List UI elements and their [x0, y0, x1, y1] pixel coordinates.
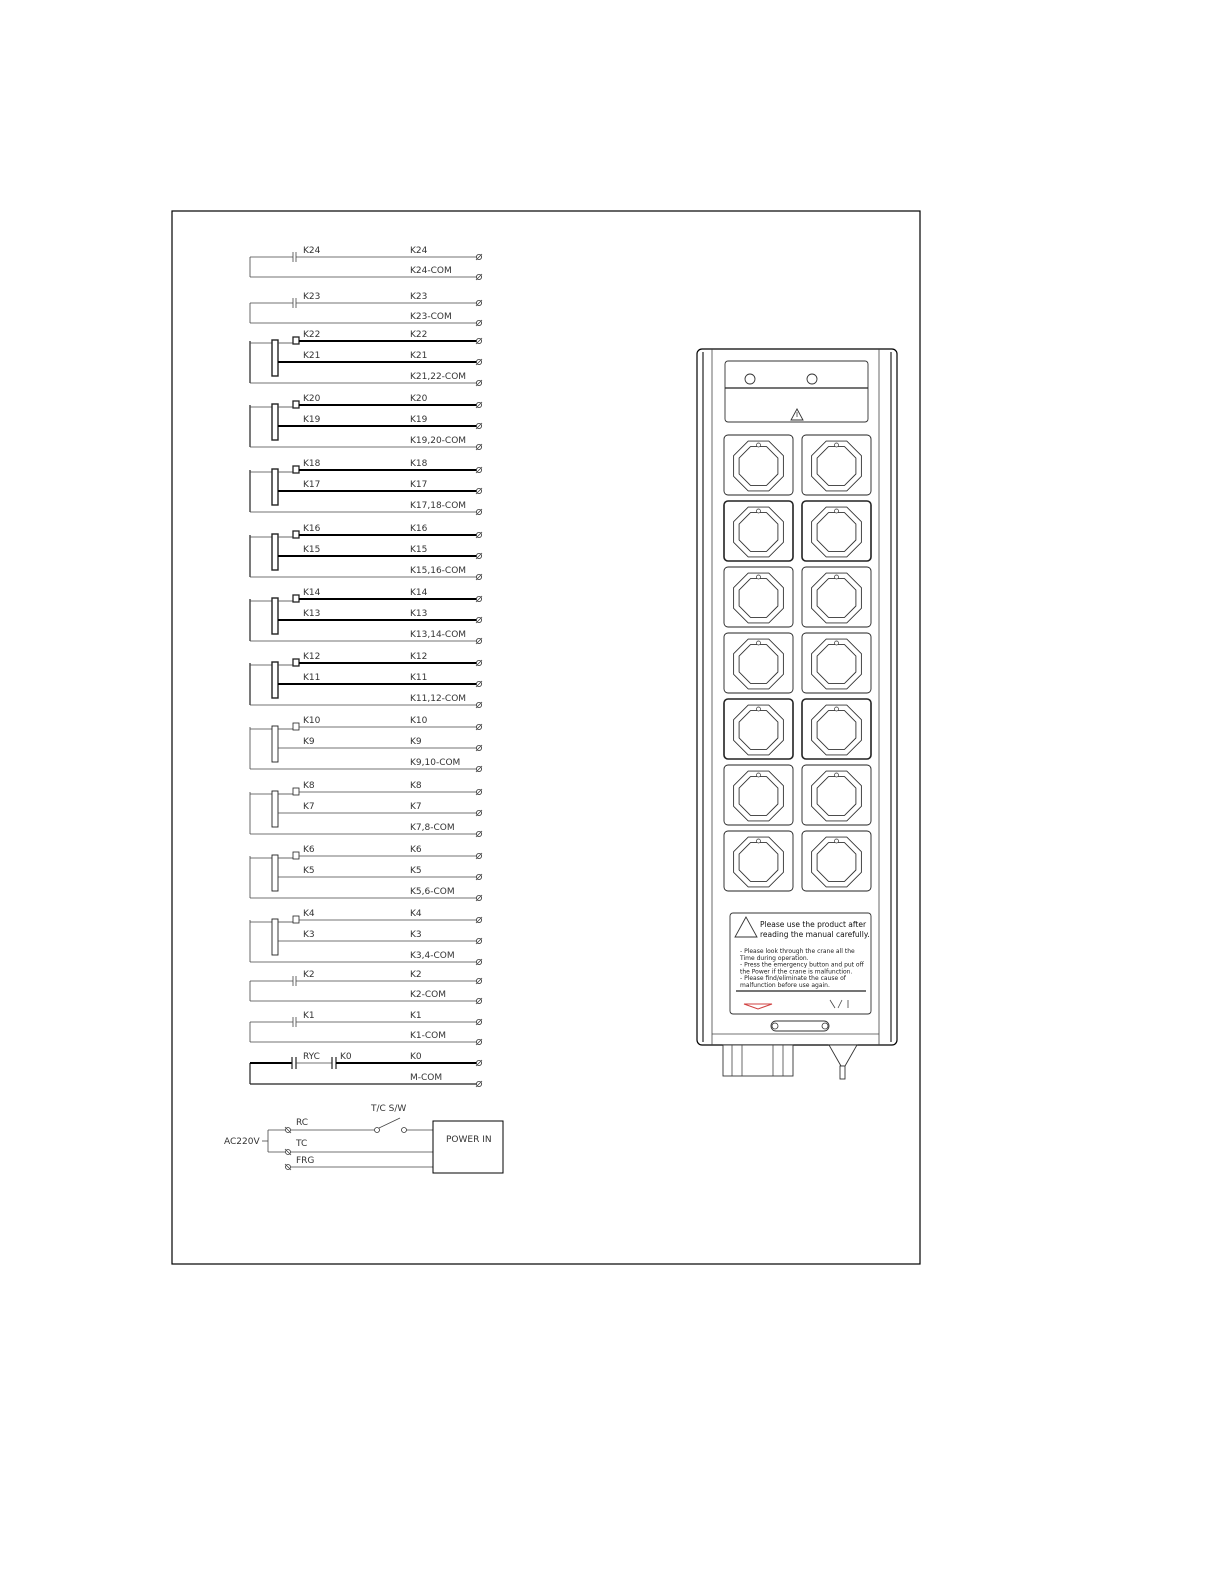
strap-slot — [771, 1021, 829, 1031]
terminal — [476, 998, 482, 1004]
power-switch — [379, 1118, 400, 1128]
circuit-k1 — [250, 1011, 482, 1045]
warning-title-1: Please use the product after — [760, 920, 867, 929]
pendant-button[interactable] — [724, 567, 793, 627]
signal-label: K11 — [410, 673, 428, 683]
circuit-k14 — [250, 588, 482, 644]
contact-label: K3 — [303, 930, 315, 940]
warning-line: malfunction before use again. — [740, 982, 830, 989]
signal-label: K15 — [410, 545, 428, 555]
terminal — [476, 320, 482, 326]
terminal — [476, 617, 482, 623]
contact-label: K18 — [303, 459, 321, 469]
terminal — [476, 274, 482, 280]
circuit-k16 — [250, 524, 482, 580]
common-label: K19,20-COM — [410, 436, 467, 446]
line-frg-label: FRG — [296, 1156, 315, 1166]
pendant-button[interactable] — [724, 831, 793, 891]
terminal — [476, 444, 482, 450]
signal-label: K12 — [410, 652, 428, 662]
terminal — [476, 402, 482, 408]
cable-gland — [723, 1045, 793, 1076]
contact-label: K1 — [303, 1011, 315, 1021]
contact-label: K9 — [303, 737, 315, 747]
pendant-button[interactable] — [802, 435, 871, 495]
indicator-led-left — [745, 374, 755, 384]
circuit-ryc — [250, 1052, 482, 1087]
circuit-k23 — [250, 292, 482, 326]
common-label: K13,14-COM — [410, 630, 467, 640]
signal-label: K19 — [410, 415, 428, 425]
signal-label: K23 — [410, 292, 428, 302]
pendant-button[interactable] — [802, 501, 871, 561]
contact-label: K21 — [303, 351, 321, 361]
terminal — [476, 1019, 482, 1025]
remote-pendant — [697, 349, 897, 1079]
pendant-button[interactable] — [724, 501, 793, 561]
terminal — [476, 423, 482, 429]
line-rc-label: RC — [296, 1118, 309, 1128]
terminal — [476, 938, 482, 944]
terminal — [476, 745, 482, 751]
terminal — [476, 1081, 482, 1087]
line-tc-label: TC — [296, 1139, 308, 1149]
terminal — [476, 853, 482, 859]
common-label: K24-COM — [410, 266, 452, 276]
warning-line: the Power if the crane is malfunction. — [740, 968, 853, 976]
contact-label: K12 — [303, 652, 321, 662]
power-in-label: POWER IN — [446, 1135, 492, 1145]
terminal — [476, 359, 482, 365]
circuit-k10 — [250, 716, 482, 772]
pendant-button[interactable] — [724, 435, 793, 495]
contact-label: K19 — [303, 415, 321, 425]
pendant-button[interactable] — [802, 699, 871, 759]
signal-label: K6 — [410, 845, 422, 855]
warning-line: - Please look through the crane all the — [740, 948, 855, 955]
antenna-icon — [829, 1045, 857, 1079]
contact-label: RYC — [303, 1052, 320, 1062]
common-label: K23-COM — [410, 312, 452, 322]
contact-label: K10 — [303, 716, 321, 726]
terminal — [476, 467, 482, 473]
terminal — [476, 874, 482, 880]
signal-label: K3 — [410, 930, 422, 940]
signal-label: K16 — [410, 524, 428, 534]
contact-label: K0 — [340, 1052, 352, 1062]
terminal — [476, 488, 482, 494]
circuit-group — [250, 246, 482, 1087]
terminal — [476, 831, 482, 837]
power-input-section — [224, 1104, 503, 1173]
terminal — [476, 1060, 482, 1066]
warning-line: Time during operation. — [740, 954, 809, 962]
contact-label: K6 — [303, 845, 315, 855]
signal-label: K5 — [410, 866, 422, 876]
circuit-k6 — [250, 845, 482, 901]
signal-label: K1 — [410, 1011, 422, 1021]
power-in-box — [433, 1121, 503, 1173]
supply-label: AC220V — [224, 1137, 260, 1147]
circuit-k12 — [250, 652, 482, 708]
terminal — [476, 724, 482, 730]
terminal — [476, 338, 482, 344]
contact-label: K11 — [303, 673, 321, 683]
contact-label: K2 — [303, 970, 315, 980]
contact-label: K17 — [303, 480, 321, 490]
signal-label: K0 — [410, 1052, 422, 1062]
terminal — [476, 660, 482, 666]
pendant-button[interactable] — [724, 765, 793, 825]
contact-label: K8 — [303, 781, 315, 791]
terminal — [476, 895, 482, 901]
terminal — [476, 702, 482, 708]
pendant-button[interactable] — [802, 633, 871, 693]
contact-label: K16 — [303, 524, 321, 534]
terminal — [476, 810, 482, 816]
common-label: M-COM — [410, 1073, 443, 1083]
common-label: K2-COM — [410, 990, 447, 1000]
common-label: K1-COM — [410, 1031, 447, 1041]
signal-label: K21 — [410, 351, 428, 361]
indicator-led-right — [807, 374, 817, 384]
terminal — [476, 254, 482, 260]
contact-label: K23 — [303, 292, 321, 302]
terminal — [476, 300, 482, 306]
signal-label: K17 — [410, 480, 428, 490]
signal-label: K22 — [410, 330, 428, 340]
pendant-button[interactable] — [724, 633, 793, 693]
signal-label: K4 — [410, 909, 422, 919]
signal-label: K8 — [410, 781, 422, 791]
terminal — [476, 681, 482, 687]
terminal — [476, 532, 482, 538]
contact-label: K22 — [303, 330, 321, 340]
terminal — [476, 789, 482, 795]
circuit-k24 — [250, 246, 482, 280]
common-label: K17,18-COM — [410, 501, 467, 511]
terminal — [476, 978, 482, 984]
circuit-k8 — [250, 781, 482, 837]
terminal — [476, 380, 482, 386]
signal-label: K20 — [410, 394, 428, 404]
terminal — [476, 596, 482, 602]
terminal — [476, 1039, 482, 1045]
warning-title-2: reading the manual carefully. — [760, 930, 870, 939]
warning-line: - Please find/eliminate the cause of — [740, 975, 846, 983]
pendant-button[interactable] — [724, 699, 793, 759]
terminal — [476, 638, 482, 644]
common-label: K21,22-COM — [410, 372, 467, 382]
contact-label: K20 — [303, 394, 321, 404]
terminal — [476, 959, 482, 965]
terminal — [476, 553, 482, 559]
pendant-button[interactable] — [802, 831, 871, 891]
contact-label: K5 — [303, 866, 315, 876]
warning-line: - Press the emergency button and put off — [740, 961, 864, 969]
common-label: K7,8-COM — [410, 823, 455, 833]
terminal — [476, 766, 482, 772]
signal-label: K9 — [410, 737, 422, 747]
circuit-k20 — [250, 394, 482, 450]
circuit-k2 — [250, 970, 482, 1004]
contact-label: K24 — [303, 246, 321, 256]
contact-label: K4 — [303, 909, 315, 919]
contact-label: K7 — [303, 802, 315, 812]
common-label: K5,6-COM — [410, 887, 455, 897]
contact-label: K15 — [303, 545, 321, 555]
pendant-button[interactable] — [802, 765, 871, 825]
signal-label: K13 — [410, 609, 428, 619]
signal-label: K2 — [410, 970, 422, 980]
signal-label: K10 — [410, 716, 428, 726]
terminal — [476, 509, 482, 515]
contact-label: K13 — [303, 609, 321, 619]
circuit-k22 — [250, 330, 482, 386]
common-label: K9,10-COM — [410, 758, 461, 768]
signal-label: K18 — [410, 459, 428, 469]
signal-label: K24 — [410, 246, 428, 256]
pendant-button[interactable] — [802, 567, 871, 627]
common-label: K3,4-COM — [410, 951, 455, 961]
signal-label: K7 — [410, 802, 422, 812]
signal-label: K14 — [410, 588, 428, 598]
terminal — [476, 917, 482, 923]
circuit-k18 — [250, 459, 482, 515]
common-label: K11,12-COM — [410, 694, 467, 704]
common-label: K15,16-COM — [410, 566, 467, 576]
circuit-k4 — [250, 909, 482, 965]
switch-label: T/C S/W — [371, 1104, 407, 1114]
contact-label: K14 — [303, 588, 321, 598]
terminal — [476, 574, 482, 580]
